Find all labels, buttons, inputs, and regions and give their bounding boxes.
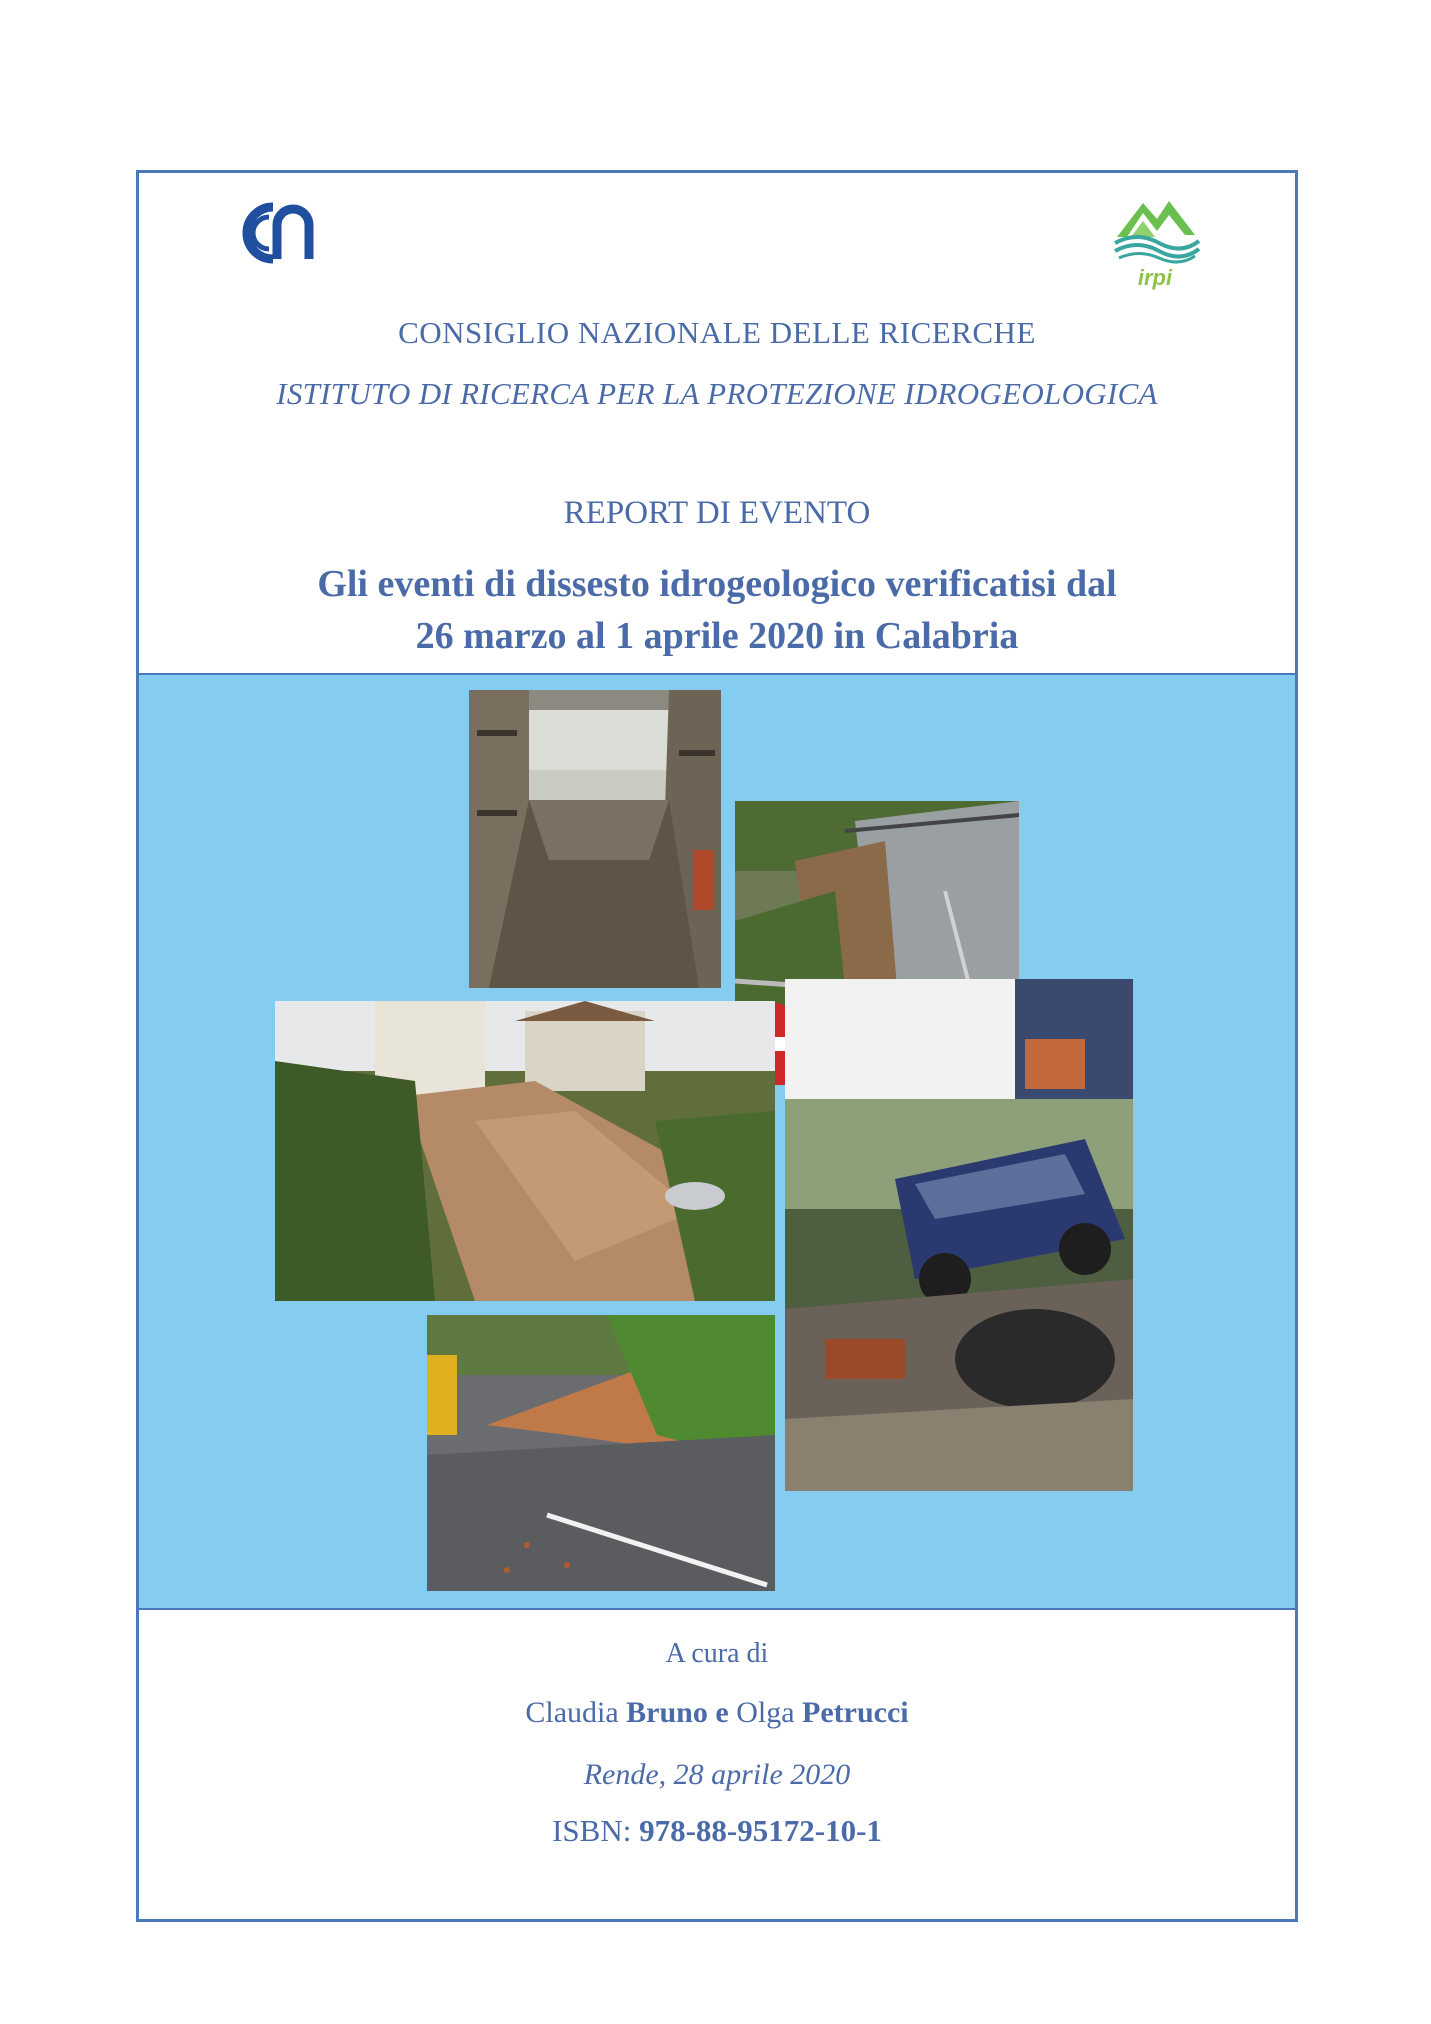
cnr-logo-icon — [237, 201, 319, 265]
authors — [139, 1696, 1295, 1730]
organization-name: CONSIGLIO NAZIONALE DELLE RICERCHE — [398, 315, 1036, 350]
author1-first: Claudia — [525, 1696, 619, 1729]
report-title — [139, 558, 1295, 662]
report-title-line-2: 26 marzo al 1 aprile 2020 in Calabria — [415, 615, 1019, 657]
photo-road-landslide — [427, 1315, 775, 1591]
irpi-logo-icon — [1109, 191, 1201, 291]
isbn-value: 978-88-95172-10-1 — [639, 1813, 882, 1848]
edited-by-label: A cura di — [665, 1638, 769, 1669]
photo-collage — [139, 673, 1295, 1610]
author-conjunction: e — [715, 1696, 729, 1729]
institute-name: ISTITUTO DI RICERCA PER LA PROTEZIONE IDROGEOLOGICA — [276, 376, 1158, 411]
isbn — [139, 1813, 1295, 1849]
author1-last: Bruno — [626, 1696, 708, 1729]
report-title-line-1: Gli eventi di dissesto idrogeologico verificatisi dal — [317, 563, 1117, 605]
isbn-label: ISBN: — [552, 1813, 632, 1848]
photo-landslide-buildings — [275, 1001, 775, 1301]
photo-street-flooded — [469, 690, 721, 988]
report-type: REPORT DI EVENTO — [563, 495, 871, 531]
author2-first: Olga — [736, 1696, 795, 1729]
cover-frame — [136, 170, 1298, 1922]
place-date: Rende, 28 aprile 2020 — [583, 1758, 851, 1791]
author2-last: Petrucci — [802, 1696, 909, 1729]
photo-crushed-cars — [785, 979, 1133, 1491]
irpi-logo-text: irpi — [1137, 265, 1173, 290]
